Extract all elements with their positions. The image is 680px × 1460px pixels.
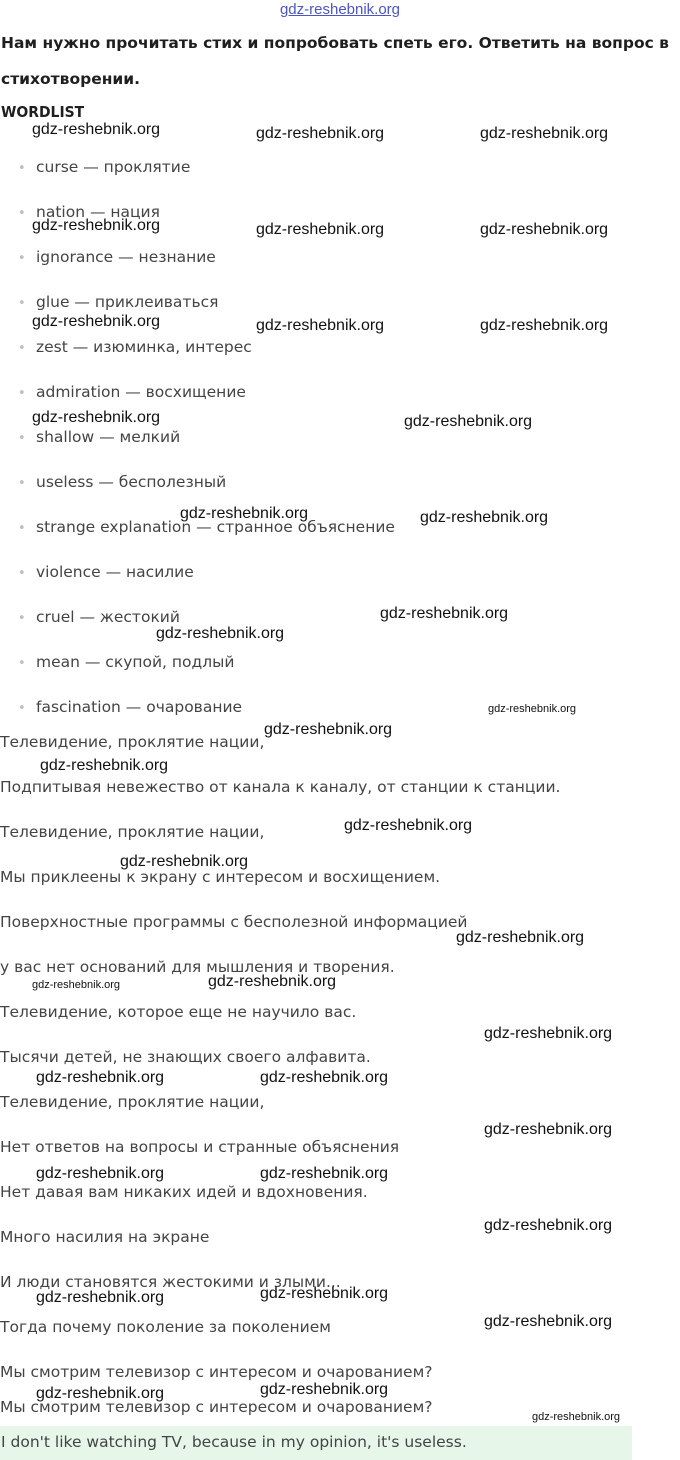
wordlist-item-text: useless — бесполезный <box>36 473 227 491</box>
watermark: gdz-reshebnik.org <box>480 317 609 334</box>
bullet-icon: • <box>18 656 26 671</box>
poem-line: Много насилия на экране <box>0 1228 210 1246</box>
watermark: gdz-reshebnik.org <box>36 1069 165 1086</box>
watermark: gdz-reshebnik.org <box>32 313 161 330</box>
bullet-icon: • <box>18 296 26 311</box>
watermark: gdz-reshebnik.org <box>36 1289 165 1306</box>
watermark: gdz-reshebnik.org <box>256 317 385 334</box>
bullet-icon: • <box>18 341 26 356</box>
wordlist-item <box>18 293 218 311</box>
watermark: gdz-reshebnik.org <box>480 125 609 142</box>
watermark: gdz-reshebnik.org <box>120 853 249 870</box>
wordlist-heading: WORDLIST <box>1 103 85 121</box>
watermark: gdz-reshebnik.org <box>404 413 533 430</box>
watermark: gdz-reshebnik.org <box>260 1285 389 1302</box>
wordlist-item-text: glue — приклеиваться <box>36 293 219 311</box>
poem-line: Телевидение, проклятие нации, <box>0 823 265 841</box>
watermark: gdz-reshebnik.org <box>264 721 393 738</box>
wordlist-item <box>18 158 190 176</box>
watermark: gdz-reshebnik.org <box>36 1385 165 1402</box>
wordlist-item <box>18 383 246 401</box>
poem-line: Телевидение, проклятие нации, <box>0 1093 265 1111</box>
poem-line: Тысячи детей, не знающих своего алфавита. <box>0 1048 371 1066</box>
wordlist-item <box>18 248 216 266</box>
watermark: gdz-reshebnik.org <box>180 505 309 522</box>
watermark: gdz-reshebnik.org <box>380 605 509 622</box>
bullet-icon: • <box>18 161 26 176</box>
watermark: gdz-reshebnik.org <box>532 1411 621 1423</box>
poem-line: у вас нет оснований для мышления и творения. <box>0 958 395 976</box>
watermark: gdz-reshebnik.org <box>456 929 585 946</box>
poem-line: Мы смотрим телевизор с интересом и очарованием? <box>0 1398 433 1416</box>
wordlist-item <box>18 428 180 446</box>
wordlist-item-text: fascination — очарование <box>36 698 243 716</box>
bullet-icon: • <box>18 251 26 266</box>
poem-line: Нет давая вам никаких идей и вдохновения. <box>0 1183 368 1201</box>
wordlist-item-text: shallow — мелкий <box>36 428 181 446</box>
bullet-icon: • <box>18 431 26 446</box>
watermark: gdz-reshebnik.org <box>256 221 385 238</box>
watermark: gdz-reshebnik.org <box>260 1165 389 1182</box>
bullet-icon: • <box>18 521 26 536</box>
poem-line: Мы приклеены к экрану с интересом и восхищением. <box>0 868 441 886</box>
poem-line: Поверхностные программы с бесполезной информацией <box>0 913 468 931</box>
watermark: gdz-reshebnik.org <box>480 221 609 238</box>
wordlist-item-text: cruel — жестокий <box>36 608 180 626</box>
wordlist-item-text: strange explanation — странное объяснение <box>36 518 395 536</box>
wordlist-item <box>18 698 242 716</box>
bullet-icon: • <box>18 476 26 491</box>
watermark: gdz-reshebnik.org <box>484 1217 613 1234</box>
wordlist-item <box>18 653 234 671</box>
watermark: gdz-reshebnik.org <box>36 1165 165 1182</box>
watermark: gdz-reshebnik.org <box>208 973 337 990</box>
poem-line: Мы смотрим телевизор с интересом и очарованием? <box>0 1363 433 1381</box>
wordlist-item <box>18 608 180 626</box>
wordlist-item <box>18 473 226 491</box>
watermark: gdz-reshebnik.org <box>260 1069 389 1086</box>
watermark: gdz-reshebnik.org <box>484 1313 613 1330</box>
answer-text: I don't like watching TV, because in my opinion, it's useless. <box>1 1433 467 1451</box>
wordlist-item-text: zest — изюминка, интерес <box>36 338 252 356</box>
bullet-icon: • <box>18 611 26 626</box>
bullet-icon: • <box>18 206 26 221</box>
poem-line: Тогда почему поколение за поколением <box>0 1318 331 1336</box>
watermark: gdz-reshebnik.org <box>488 703 577 715</box>
wordlist-item-text: violence — насилие <box>36 563 194 581</box>
wordlist-item-text: admiration — восхищение <box>36 383 246 401</box>
watermark: gdz-reshebnik.org <box>420 509 549 526</box>
wordlist-item-text: nation — нация <box>36 203 160 221</box>
watermark: gdz-reshebnik.org <box>32 979 121 991</box>
task-instruction-line-2: стихотворении. <box>1 70 141 88</box>
wordlist-item-text: mean — скупой, подлый <box>36 653 235 671</box>
watermark: gdz-reshebnik.org <box>156 625 285 642</box>
bullet-icon: • <box>18 386 26 401</box>
watermark: gdz-reshebnik.org <box>32 409 161 426</box>
watermark: gdz-reshebnik.org <box>256 125 385 142</box>
watermark: gdz-reshebnik.org <box>484 1025 613 1042</box>
task-instruction-line-1: Нам нужно прочитать стих и попробовать спеть его. Ответить на вопрос в <box>1 34 669 52</box>
poem-line: И люди становятся жестокими и злыми... <box>0 1273 341 1291</box>
poem-line: Телевидение, проклятие нации, <box>0 733 265 751</box>
poem-line: Телевидение, которое еще не научило вас. <box>0 1003 357 1021</box>
watermark: gdz-reshebnik.org <box>40 757 169 774</box>
watermark: gdz-reshebnik.org <box>484 1121 613 1138</box>
wordlist-item <box>18 563 194 581</box>
bullet-icon: • <box>18 701 26 716</box>
watermark: gdz-reshebnik.org <box>260 1381 389 1398</box>
poem-line: Нет ответов на вопросы и странные объяснения <box>0 1138 400 1156</box>
watermark: gdz-reshebnik.org <box>344 817 473 834</box>
site-header-link[interactable]: gdz-reshebnik.org <box>279 1 401 18</box>
watermark: gdz-reshebnik.org <box>32 121 161 138</box>
bullet-icon: • <box>18 566 26 581</box>
poem-line: Подпитывая невежество от канала к каналу, от станции к станции. <box>0 778 561 796</box>
watermark: gdz-reshebnik.org <box>32 217 161 234</box>
wordlist-item <box>18 338 252 356</box>
wordlist-item-text: curse — проклятие <box>36 158 191 176</box>
wordlist-item-text: ignorance — незнание <box>36 248 216 266</box>
